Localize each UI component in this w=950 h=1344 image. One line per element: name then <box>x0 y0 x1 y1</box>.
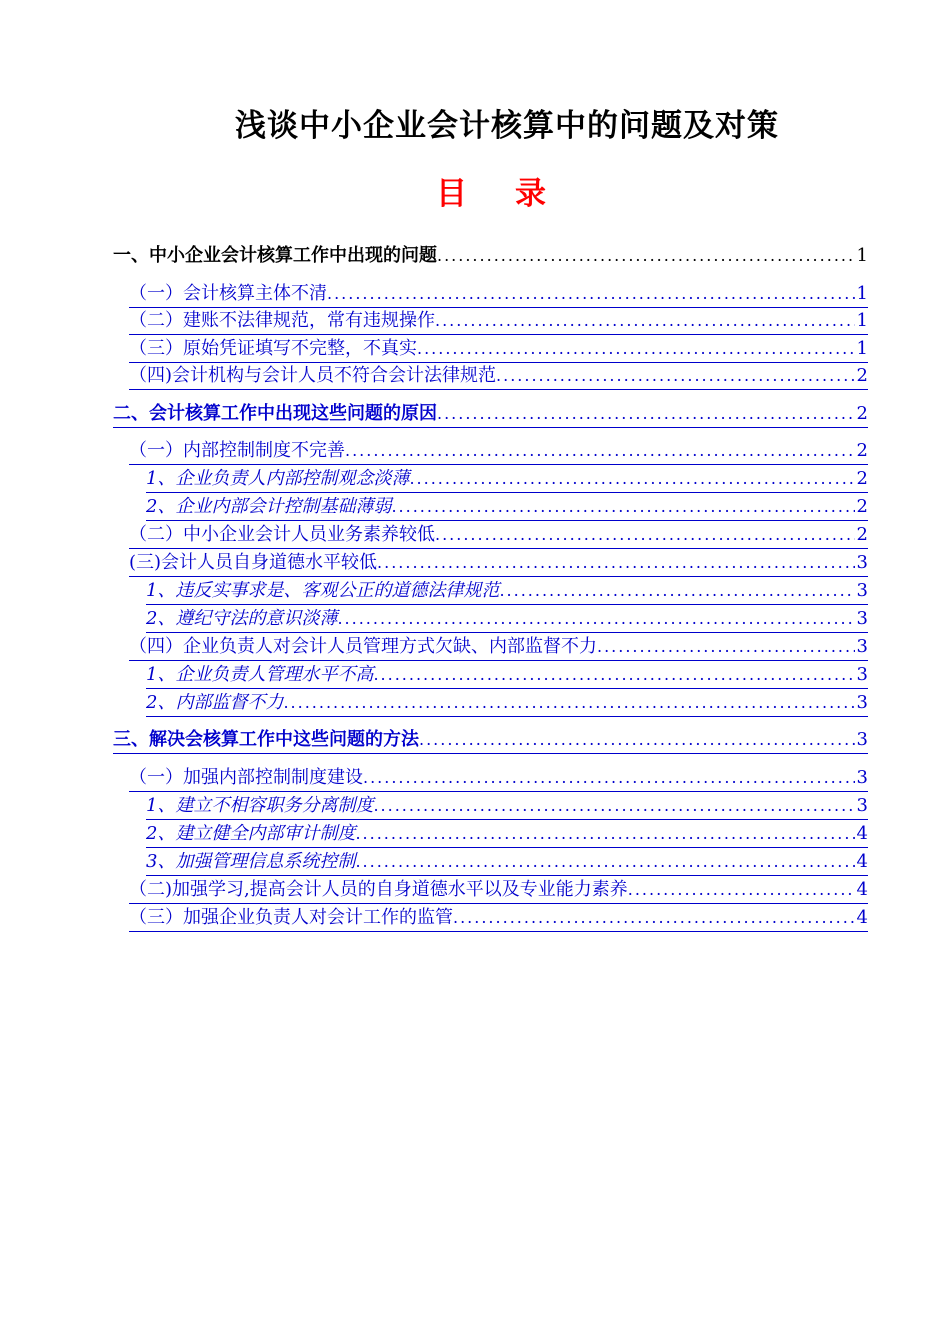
toc-leader-dots <box>496 363 855 389</box>
toc-leader-dots <box>391 494 854 520</box>
toc-entry-level-2[interactable] <box>129 438 868 465</box>
toc-entry-text: (三)会计人员自身道德水平较低 <box>129 552 378 573</box>
toc-leader-dots <box>437 243 855 269</box>
toc-page-number: 4 <box>856 851 868 872</box>
toc-entry-level-2[interactable] <box>129 281 868 308</box>
toc-leader-dots <box>628 877 855 903</box>
toc-leader-dots <box>435 308 855 334</box>
toc-entry-level-2[interactable] <box>129 634 868 661</box>
toc-leader-dots <box>419 727 855 753</box>
toc-entry-text: （一）会计核算主体不清 <box>129 283 327 304</box>
toc-entry-text: （三）原始凭证填写不完整，不真实 <box>129 338 417 359</box>
toc-entry-text: （二）建账不法律规范，常有违规操作 <box>129 310 435 331</box>
toc-entry-text: 3、加强管理信息系统控制 <box>146 851 356 872</box>
toc-leader-dots <box>373 662 854 688</box>
toc-entry-level-2[interactable] <box>129 765 868 792</box>
toc-entry-level-3[interactable] <box>146 494 868 521</box>
toc-page-number: 2 <box>856 524 868 545</box>
toc-page-number: 2 <box>856 468 868 489</box>
toc-entry-text: 二、会计核算工作中出现这些问题的原因 <box>113 403 437 424</box>
toc-entry-level-3[interactable] <box>146 578 868 605</box>
toc-leader-dots <box>453 905 855 931</box>
toc-leader-dots <box>597 634 855 660</box>
toc-leader-dots <box>327 281 855 307</box>
toc-entry-level-3[interactable] <box>146 662 868 689</box>
toc-entry-text: （一）加强内部控制制度建设 <box>129 767 363 788</box>
toc-entry-text: （三）加强企业负责人对会计工作的监管 <box>129 907 453 928</box>
toc-page-number: 4 <box>856 907 868 928</box>
toc-entry-text: （一）内部控制制度不完善 <box>129 440 345 461</box>
toc-entry-level-2[interactable] <box>129 877 868 904</box>
toc-page-number: 3 <box>856 767 868 788</box>
toc-page-number: 2 <box>856 365 868 386</box>
toc-entry-text: 2、遵纪守法的意识淡薄 <box>146 608 338 629</box>
toc-page-number: 1 <box>856 245 868 266</box>
toc-page-number: 3 <box>856 608 868 629</box>
toc-entry-text: 三、解决会核算工作中这些问题的方法 <box>113 729 419 750</box>
toc-entry-text: 1、建立不相容职务分离制度 <box>146 795 374 816</box>
toc-leader-dots <box>373 793 854 819</box>
toc-page-number: 2 <box>856 403 868 424</box>
toc-entry-level-1[interactable] <box>113 727 868 754</box>
toc-entry-text: 2、内部监督不力 <box>146 692 284 713</box>
document-title: 浅谈中小企业会计核算中的问题及对策 <box>235 108 779 144</box>
toc-leader-dots <box>355 821 854 847</box>
toc-page-number: 2 <box>856 496 868 517</box>
toc-page-number: 3 <box>856 692 868 713</box>
toc-entry-text: 一、中小企业会计核算工作中出现的问题 <box>113 245 437 266</box>
toc-entry-level-3[interactable] <box>146 466 868 493</box>
toc-entry-level-3[interactable] <box>146 606 868 633</box>
toc-entry-level-2[interactable] <box>129 522 868 549</box>
toc-leader-dots <box>499 578 854 604</box>
toc-entry-level-3[interactable] <box>146 821 868 848</box>
toc-page-number: 1 <box>856 283 868 304</box>
toc-leader-dots <box>337 606 854 632</box>
toc-leader-dots <box>283 690 854 716</box>
toc-page-number: 4 <box>856 823 868 844</box>
toc-page-number: 3 <box>856 636 868 657</box>
toc-page-number: 3 <box>856 580 868 601</box>
toc-entry-level-1 <box>113 243 868 269</box>
toc-entry-level-2[interactable] <box>129 308 868 335</box>
toc-page-number: 1 <box>856 338 868 359</box>
toc-entry-text: 1、企业负责人管理水平不高 <box>146 664 374 685</box>
toc-entry-text: （二）中小企业会计人员业务素养较低 <box>129 524 435 545</box>
toc-leader-dots <box>435 522 855 548</box>
toc-entry-text: 1、企业负责人内部控制观念淡薄 <box>146 468 410 489</box>
toc-entry-text: （四）企业负责人对会计人员管理方式欠缺、内部监督不力 <box>129 636 597 657</box>
toc-entry-level-3[interactable] <box>146 793 868 820</box>
toc-leader-dots <box>345 438 855 464</box>
toc-entry-level-1[interactable] <box>113 401 868 428</box>
toc-entry-text: 1、违反实事求是、客观公正的道德法律规范 <box>146 580 500 601</box>
toc-entry-text: （二)加强学习,提高会计人员的自身道德水平以及专业能力素养 <box>129 879 628 900</box>
toc-page-number: 1 <box>856 310 868 331</box>
toc-leader-dots <box>363 765 855 791</box>
toc-page-number: 3 <box>856 729 868 750</box>
toc-page-number: 3 <box>856 795 868 816</box>
toc-page-number: 3 <box>856 664 868 685</box>
toc-entry-level-2[interactable] <box>129 336 868 363</box>
toc-leader-dots <box>417 336 855 362</box>
toc-entry-text: 2、企业内部会计控制基础薄弱 <box>146 496 392 517</box>
toc-leader-dots <box>377 550 855 576</box>
toc-entry-level-2[interactable] <box>129 905 868 932</box>
toc-entry-level-2[interactable] <box>129 550 868 577</box>
toc-entry-level-3[interactable] <box>146 849 868 876</box>
toc-leader-dots <box>409 466 854 492</box>
toc-page-number: 4 <box>856 879 868 900</box>
toc-page-number: 2 <box>856 440 868 461</box>
toc-entry-level-3[interactable] <box>146 690 868 717</box>
toc-leader-dots <box>437 401 855 427</box>
toc-entry-text: 2、建立健全内部审计制度 <box>146 823 356 844</box>
toc-entry-text: （四)会计机构与会计人员不符合会计法律规范 <box>129 365 497 386</box>
toc-entry-level-2[interactable] <box>129 363 868 390</box>
toc-page-number: 3 <box>856 552 868 573</box>
toc-leader-dots <box>355 849 854 875</box>
toc-heading: 目录 <box>436 176 594 212</box>
